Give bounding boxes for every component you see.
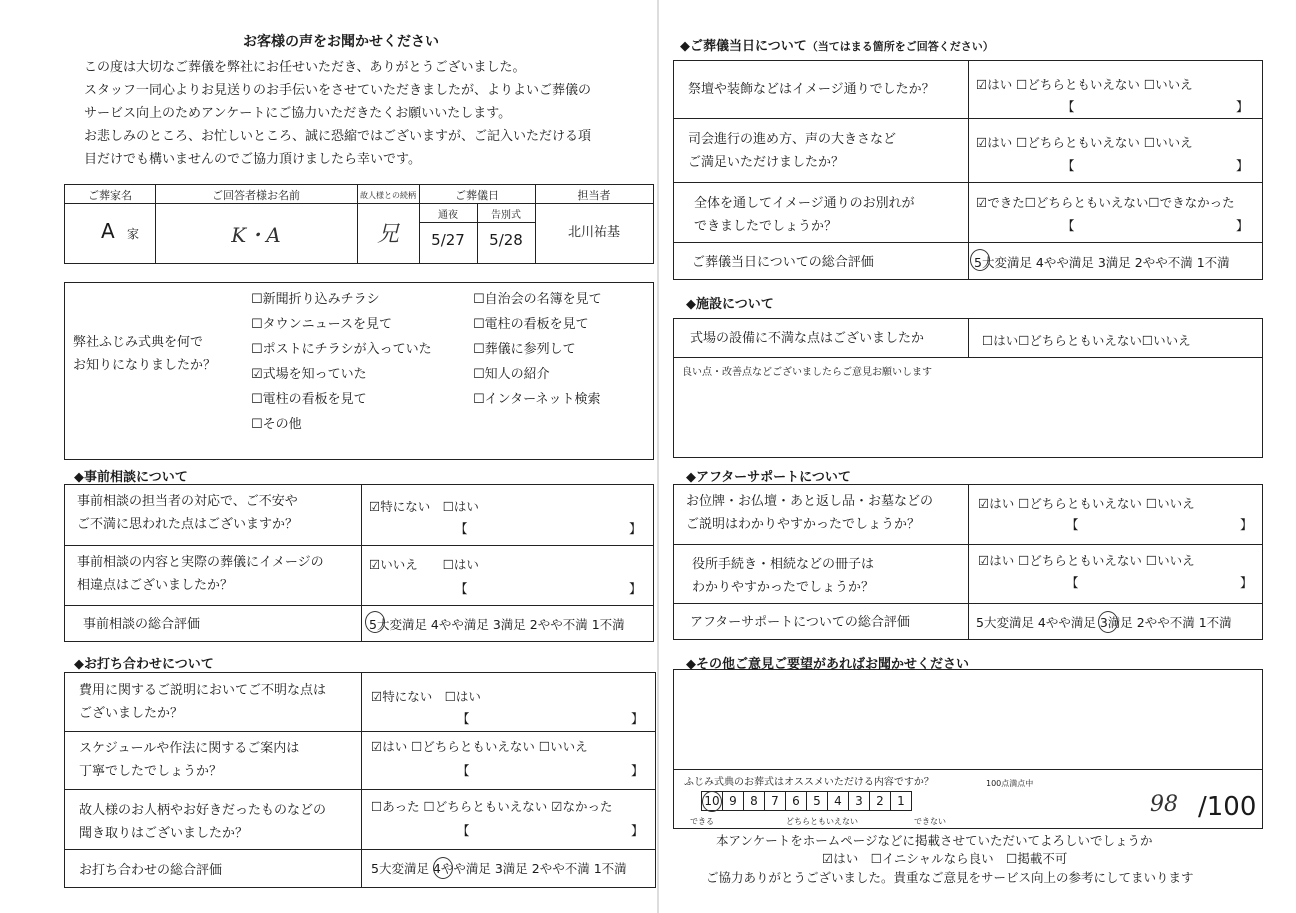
question-line: 司会進行の進め方、声の大きさなど [688, 132, 897, 147]
intro-line: お悲しみのところ、お忙しいところ、誠に恐縮ではございますが、ご記入いただける項 [84, 129, 592, 144]
option-checkbox[interactable]: ☐新聞折り込みチラシ [251, 292, 380, 307]
day-heading-text: ◆ご葬儀当日について [680, 39, 807, 54]
option-checkbox[interactable]: ☐葬儀に参列して [473, 342, 576, 357]
day-heading-note: （当てはまる箇所をご回答ください） [806, 40, 994, 53]
after-table [673, 484, 1263, 640]
question-line: 事前相談の担当者の対応で、ご不安や [77, 494, 298, 509]
intro-line: サービス向上のためアンケートにご協力いただきたくお願いいたします。 [84, 106, 512, 121]
other-heading: ◆その他ご意見ご要望があればお聞かせください [686, 657, 969, 672]
survey-title: お客様の声をお聞かせください [243, 34, 439, 50]
relation-value: 兄 [376, 222, 399, 247]
consult-q1 [77, 490, 298, 536]
tsuya-date: 5/27 [431, 231, 465, 249]
intro-text [84, 56, 591, 171]
question-line: 相違点はございましたか？ [77, 578, 234, 593]
how-known-options-col2 [473, 287, 602, 412]
after-q1-answer[interactable]: ☑はい ☐どちらともいえない ☐いいえ [978, 496, 1195, 511]
day-q4: ご葬儀当日についての総合評価 [692, 255, 874, 270]
family-name: A [101, 219, 115, 243]
bracket-close: 】 [1236, 99, 1249, 114]
bracket-close: 】 [631, 711, 644, 726]
consult-q1-answer[interactable]: ☑特にない ☐はい [369, 499, 479, 514]
after-q3: アフターサポートについての総合評価 [690, 615, 910, 630]
intro-line: 目だけでも構いませんのでご協力頂けましたら幸いです。 [84, 152, 421, 167]
meeting-heading: ◆お打ち合わせについて [74, 657, 214, 672]
question-line: 聞き取りはございましたか？ [79, 826, 249, 841]
after-heading: ◆アフターサポートについて [686, 470, 851, 485]
other-comment-field[interactable] [680, 674, 1256, 766]
question-line: ご満足いただけましたか？ [688, 155, 845, 170]
bracket-close: 】 [629, 581, 642, 596]
rating-circle-mark [433, 857, 453, 879]
meeting-q3 [79, 799, 326, 845]
scale-cell[interactable]: 10 [701, 791, 723, 811]
how-known-options-col1 [251, 287, 432, 437]
bracket-open: 【 [457, 763, 470, 778]
thanks-text: ご協力ありがとうございました。貴重なご意見をサービス向上の参考にしてまいります [706, 870, 1194, 885]
bracket-open: 【 [1066, 517, 1079, 532]
consult-table [64, 484, 654, 642]
scale-cell[interactable]: 6 [785, 791, 807, 811]
facility-table [673, 318, 1263, 458]
facility-heading: ◆施設について [686, 297, 774, 312]
bracket-close: 】 [1236, 158, 1249, 173]
after-q2-answer[interactable]: ☑はい ☐どちらともいえない ☐いいえ [978, 553, 1195, 568]
scale-cell[interactable]: 3 [848, 791, 870, 811]
day-q3-answer[interactable]: ☑できた☐どちらともいえない☐できなかった [976, 195, 1235, 210]
family-suffix: 家 [127, 227, 140, 241]
page-fold [657, 0, 659, 913]
bracket-close: 】 [631, 763, 644, 778]
respondent-header: ご回答者様お名前 [212, 189, 300, 202]
bracket-close: 】 [629, 521, 642, 536]
rating-circle-mark [1098, 611, 1118, 633]
meeting-q1 [79, 679, 326, 725]
consult-q2-answer[interactable]: ☑いいえ ☐はい [369, 557, 479, 572]
option-checkbox[interactable]: ☐電柱の看板を見て [251, 392, 367, 407]
option-checkbox[interactable]: ☐ポストにチラシが入っていた [251, 342, 432, 357]
option-checkbox[interactable]: ☐インターネット検索 [473, 392, 601, 407]
facility-q1-answer[interactable]: ☐はい☐どちらともいえない☐いいえ [982, 333, 1191, 348]
recommend-scale [702, 791, 912, 811]
scale-cell[interactable]: 9 [722, 791, 744, 811]
bracket-open: 【 [455, 581, 468, 596]
publish-question: 本アンケートをホームページなどに掲載させていただいてよろしいでしょうか [716, 833, 1153, 848]
consult-heading: ◆事前相談について [74, 470, 188, 485]
bracket-open: 【 [1062, 218, 1075, 233]
option-checkbox[interactable]: ☐その他 [251, 417, 302, 432]
score-label: 100点満点中 [986, 779, 1034, 788]
meeting-q3-answer[interactable]: ☐あった ☐どちらともいえない ☑なかった [371, 799, 613, 814]
scale-cell[interactable]: 1 [890, 791, 912, 811]
question-line: 丁寧でしたでしょうか？ [79, 764, 223, 779]
bracket-open: 【 [1066, 575, 1079, 590]
question-line: ございましたか？ [79, 706, 184, 721]
scale-cell[interactable]: 7 [764, 791, 786, 811]
scale-cell[interactable]: 5 [806, 791, 828, 811]
how-known-box [64, 282, 654, 460]
consult-q3: 事前相談の総合評価 [83, 617, 201, 632]
how-known-question [73, 331, 216, 377]
question-line: できましたでしょうか？ [694, 219, 838, 234]
score-value: 98 [1150, 792, 1178, 817]
rating-circle-mark [970, 249, 990, 271]
facility-comment-label: 良い点・改善点などございましたらご意見お願いします [682, 367, 932, 378]
day-q1: 祭壇や装飾などはイメージ通りでしたか？ [688, 82, 935, 97]
option-checkbox[interactable]: ☐知人の紹介 [473, 367, 550, 382]
after-q3-rating[interactable]: 5大変満足 4やや満足 3満足 2やや不満 1不満 [976, 615, 1232, 630]
kokubetsu-header: 告別式 [491, 210, 521, 221]
publish-options[interactable]: ☑はい ☐イニシャルなら良い ☐掲載不可 [822, 851, 1068, 866]
consult-q2 [77, 551, 324, 597]
bracket-close: 】 [631, 823, 644, 838]
bracket-open: 【 [1062, 158, 1075, 173]
consult-q3-rating[interactable]: 5大変満足 4やや満足 3満足 2やや不満 1不満 [369, 617, 625, 632]
facility-q1: 式場の設備に不満な点はございましたか [690, 331, 925, 346]
meeting-q4: お打ち合わせの総合評価 [79, 863, 223, 878]
bracket-open: 【 [1062, 99, 1075, 114]
bracket-open: 【 [457, 823, 470, 838]
day-q2 [688, 128, 896, 174]
question-line: ご不満に思われた点はございますか？ [77, 517, 299, 532]
bracket-close: 】 [1236, 218, 1249, 233]
funeral-date-header: ご葬儀日 [455, 189, 499, 202]
bracket-open: 【 [455, 521, 468, 536]
option-checkbox[interactable]: ☑式場を知っていた [251, 367, 367, 382]
option-checkbox[interactable]: ☐電柱の看板を見て [473, 317, 589, 332]
meeting-q2 [79, 737, 299, 783]
day-q1-answer[interactable]: ☑はい ☐どちらともいえない ☐いいえ [976, 77, 1193, 92]
meeting-q1-answer[interactable]: ☑特にない ☐はい [371, 689, 481, 704]
recommend-question: ふじみ式典のお葬式はオススメいただける内容ですか？ [684, 777, 934, 788]
bracket-open: 【 [457, 711, 470, 726]
day-table [673, 60, 1263, 280]
scale-cell[interactable]: 2 [869, 791, 891, 811]
other-box [673, 669, 1263, 829]
after-q2 [692, 553, 874, 599]
question-line: 全体を通してイメージ通りのお別れが [694, 196, 915, 211]
meeting-q2-answer[interactable]: ☑はい ☐どちらともいえない ☐いいえ [371, 739, 588, 754]
question-line: 故人様のお人柄やお好きだったものなどの [79, 803, 327, 818]
scale-cell[interactable]: 4 [827, 791, 849, 811]
scale-right-label: できない [914, 817, 946, 826]
question-line: スケジュールや作法に関するご案内は [79, 741, 300, 756]
scale-cell[interactable]: 8 [743, 791, 765, 811]
intro-line: この度は大切なご葬儀を弊社にお任せいただき、ありがとうございました。 [84, 60, 526, 75]
question-line: 費用に関するご説明においてご不明な点は [79, 683, 327, 698]
scale-mid-label: どちらともいえない [786, 817, 858, 826]
scale-circle-mark [702, 791, 722, 812]
scale-left-label: できる [690, 817, 714, 826]
intro-line: スタッフ一同心よりお見送りのお手伝いをさせていただきましたが、よりよいご葬儀の [84, 83, 592, 98]
staff-header: 担当者 [577, 189, 611, 202]
facility-comment-field[interactable] [680, 379, 1256, 453]
question-line: お知りになりましたか？ [73, 358, 217, 373]
option-checkbox[interactable]: ☐自治会の名簿を見て [473, 292, 602, 307]
score-total: /100 [1198, 792, 1257, 822]
option-checkbox[interactable]: ☐タウンニュースを見て [251, 317, 393, 332]
question-line: 事前相談の内容と実際の葬儀にイメージの [77, 555, 324, 570]
question-line: ご説明はわかりやすかったでしょうか？ [686, 517, 921, 532]
day-q4-rating[interactable]: 5大変満足 4やや満足 3満足 2やや不満 1不満 [974, 255, 1230, 270]
question-line: わかりやすかったでしょうか？ [692, 580, 875, 595]
after-q1 [686, 490, 933, 536]
question-line: 弊社ふじみ式典を何で [73, 335, 204, 350]
bracket-close: 】 [1240, 517, 1253, 532]
kokubetsu-date: 5/28 [489, 231, 523, 249]
rating-circle-mark [365, 611, 385, 633]
question-line: 役所手続き・相続などの冊子は [692, 557, 875, 572]
tsuya-header: 通夜 [438, 210, 458, 221]
staff-name: 北川祐基 [567, 225, 620, 240]
meeting-table [64, 672, 656, 888]
family-name-header: ご葬家名 [88, 189, 132, 202]
relation-header: 故人様との続柄 [360, 191, 416, 200]
respondent-name: K・A [231, 223, 281, 247]
day-q3 [694, 192, 915, 238]
day-q2-answer[interactable]: ☑はい ☐どちらともいえない ☐いいえ [976, 135, 1193, 150]
day-heading [680, 35, 994, 54]
meeting-q4-rating[interactable]: 5大変満足 4やや満足 3満足 2やや不満 1不満 [371, 861, 627, 876]
bracket-close: 】 [1240, 575, 1253, 590]
question-line: お位牌・お仏壇・あと返し品・お墓などの [686, 494, 934, 509]
info-table [64, 184, 654, 264]
